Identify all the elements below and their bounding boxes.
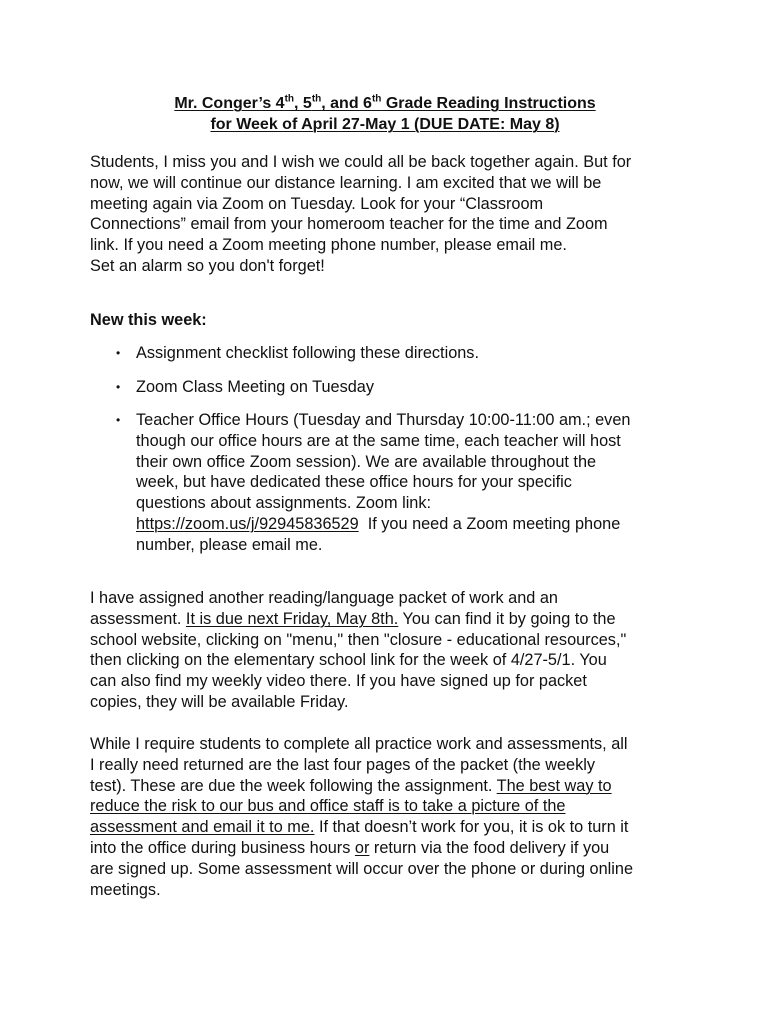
returns-line: return via the food delivery if you bbox=[369, 838, 610, 857]
list-item bbox=[116, 410, 676, 556]
list-item bbox=[116, 343, 676, 364]
packet-line: can also find my weekly video there. If you have signed up for packet bbox=[90, 672, 587, 691]
intro-paragraph bbox=[90, 152, 690, 277]
returns-paragraph bbox=[90, 734, 690, 900]
document-subtitle: for Week of April 27-May 1 (DUE DATE: May 8) bbox=[210, 116, 560, 133]
intro-line: Connections” email from your homeroom teacher for the time and Zoom bbox=[90, 215, 608, 234]
list-item-line: their own office Zoom session). We are available throughout the bbox=[136, 452, 597, 471]
returns-line: are signed up. Some assessment will occur over the phone or during online bbox=[90, 859, 634, 878]
returns-emphasis: or bbox=[354, 838, 370, 857]
packet-line: You can find it by going to the bbox=[398, 609, 616, 628]
ordinal-suffix: th bbox=[311, 93, 322, 105]
bullet-icon: • bbox=[116, 413, 121, 427]
list-item-text: Zoom Class Meeting on Tuesday bbox=[136, 378, 375, 396]
zoom-link[interactable]: https://zoom.us/j/92945836529 bbox=[136, 514, 359, 533]
packet-line: assessment. bbox=[90, 609, 186, 628]
intro-line: link. If you need a Zoom meeting phone number, please email me. bbox=[90, 236, 567, 255]
packet-line: school website, clicking on "menu," then "closure - educational resources," bbox=[90, 630, 627, 649]
intro-line: Set an alarm so you don't forget! bbox=[90, 256, 325, 275]
title-part: Grade Reading Instructions bbox=[381, 95, 596, 112]
packet-line: copies, they will be available Friday. bbox=[90, 692, 349, 711]
bullet-icon: • bbox=[116, 346, 121, 360]
list-item-line: questions about assignments. Zoom link: bbox=[136, 494, 432, 513]
list-item-line: though our office hours are at the same time, each teacher will host bbox=[136, 431, 621, 450]
returns-emphasis: reduce the risk to our bus and office staff is to take a picture of the bbox=[90, 797, 566, 816]
returns-line: While I require students to complete all practice work and assessments, all bbox=[90, 735, 628, 753]
title-part: Mr. Conger’s 4 bbox=[174, 95, 285, 112]
returns-line: I really need returned are the last four pages of the packet (the weekly bbox=[90, 755, 596, 774]
returns-line: into the office during business hours bbox=[90, 838, 355, 857]
packet-line: then clicking on the elementary school link for the week of 4/27-5/1. You bbox=[90, 651, 607, 670]
list-item-line: Teacher Office Hours (Tuesday and Thursday 10:00-11:00 am.; even bbox=[136, 411, 631, 429]
title-part: , and 6 bbox=[321, 95, 372, 112]
packet-paragraph bbox=[90, 588, 690, 713]
returns-emphasis: assessment and email it to me. bbox=[90, 818, 315, 837]
list-item-line: week, but have dedicated these office hours for your specific bbox=[136, 473, 572, 492]
new-this-week-heading: New this week: bbox=[90, 311, 207, 329]
document-title bbox=[0, 94, 770, 114]
due-date-emphasis: It is due next Friday, May 8th. bbox=[185, 609, 399, 628]
list-item-text: Assignment checklist following these directions. bbox=[136, 344, 479, 362]
ordinal-suffix: th bbox=[284, 93, 295, 105]
ordinal-suffix: th bbox=[371, 93, 382, 105]
list-item-line: If you need a Zoom meeting phone bbox=[358, 514, 621, 533]
intro-line: meeting again via Zoom on Tuesday. Look for your “Classroom bbox=[90, 194, 544, 213]
list-item-line: number, please email me. bbox=[136, 535, 323, 554]
intro-line: now, we will continue our distance learning. I am excited that we will be bbox=[90, 173, 602, 192]
returns-line: meetings. bbox=[90, 880, 161, 899]
title-part: , 5 bbox=[294, 95, 312, 112]
returns-line: If that doesn’t work for you, it is ok to turn it bbox=[314, 818, 629, 837]
returns-line: test). These are due the week following the assignment. bbox=[90, 776, 497, 795]
returns-emphasis: The best way to bbox=[496, 776, 612, 795]
bullet-icon: • bbox=[116, 380, 121, 394]
list-item bbox=[116, 377, 676, 398]
packet-line: I have assigned another reading/language packet of work and an bbox=[90, 589, 558, 607]
intro-line: Students, I miss you and I wish we could all be back together again. But for bbox=[90, 153, 632, 171]
